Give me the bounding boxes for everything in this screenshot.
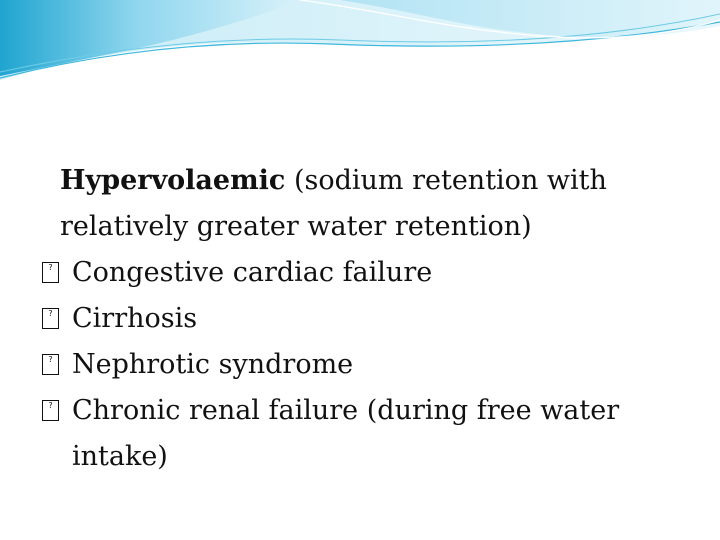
missing-glyph-bullet-icon: ?: [42, 308, 59, 329]
list-item: [48, 342, 680, 388]
list-item: [48, 250, 680, 296]
slide-content: [48, 158, 680, 480]
lead-bold-term: Hypervolaemic: [60, 165, 286, 196]
missing-glyph-bullet-icon: ?: [42, 354, 59, 375]
list-item-text: Nephrotic syndrome: [72, 349, 354, 380]
list-item-text: Cirrhosis: [72, 303, 198, 334]
list-item-text-continued: intake): [72, 441, 168, 472]
missing-glyph-bullet-icon: ?: [42, 400, 59, 421]
lead-text-continued: relatively greater water retention): [60, 211, 532, 242]
list-item-text: Chronic renal failure (during free water: [72, 395, 620, 426]
bullet-list: [48, 250, 680, 480]
header-wave-decoration: [0, 0, 720, 90]
lead-text: (sodium retention with: [285, 165, 607, 196]
list-item: [48, 388, 680, 480]
missing-glyph-bullet-icon: ?: [42, 262, 59, 283]
lead-paragraph: [60, 158, 680, 250]
list-item: [48, 296, 680, 342]
list-item-text: Congestive cardiac failure: [72, 257, 433, 288]
